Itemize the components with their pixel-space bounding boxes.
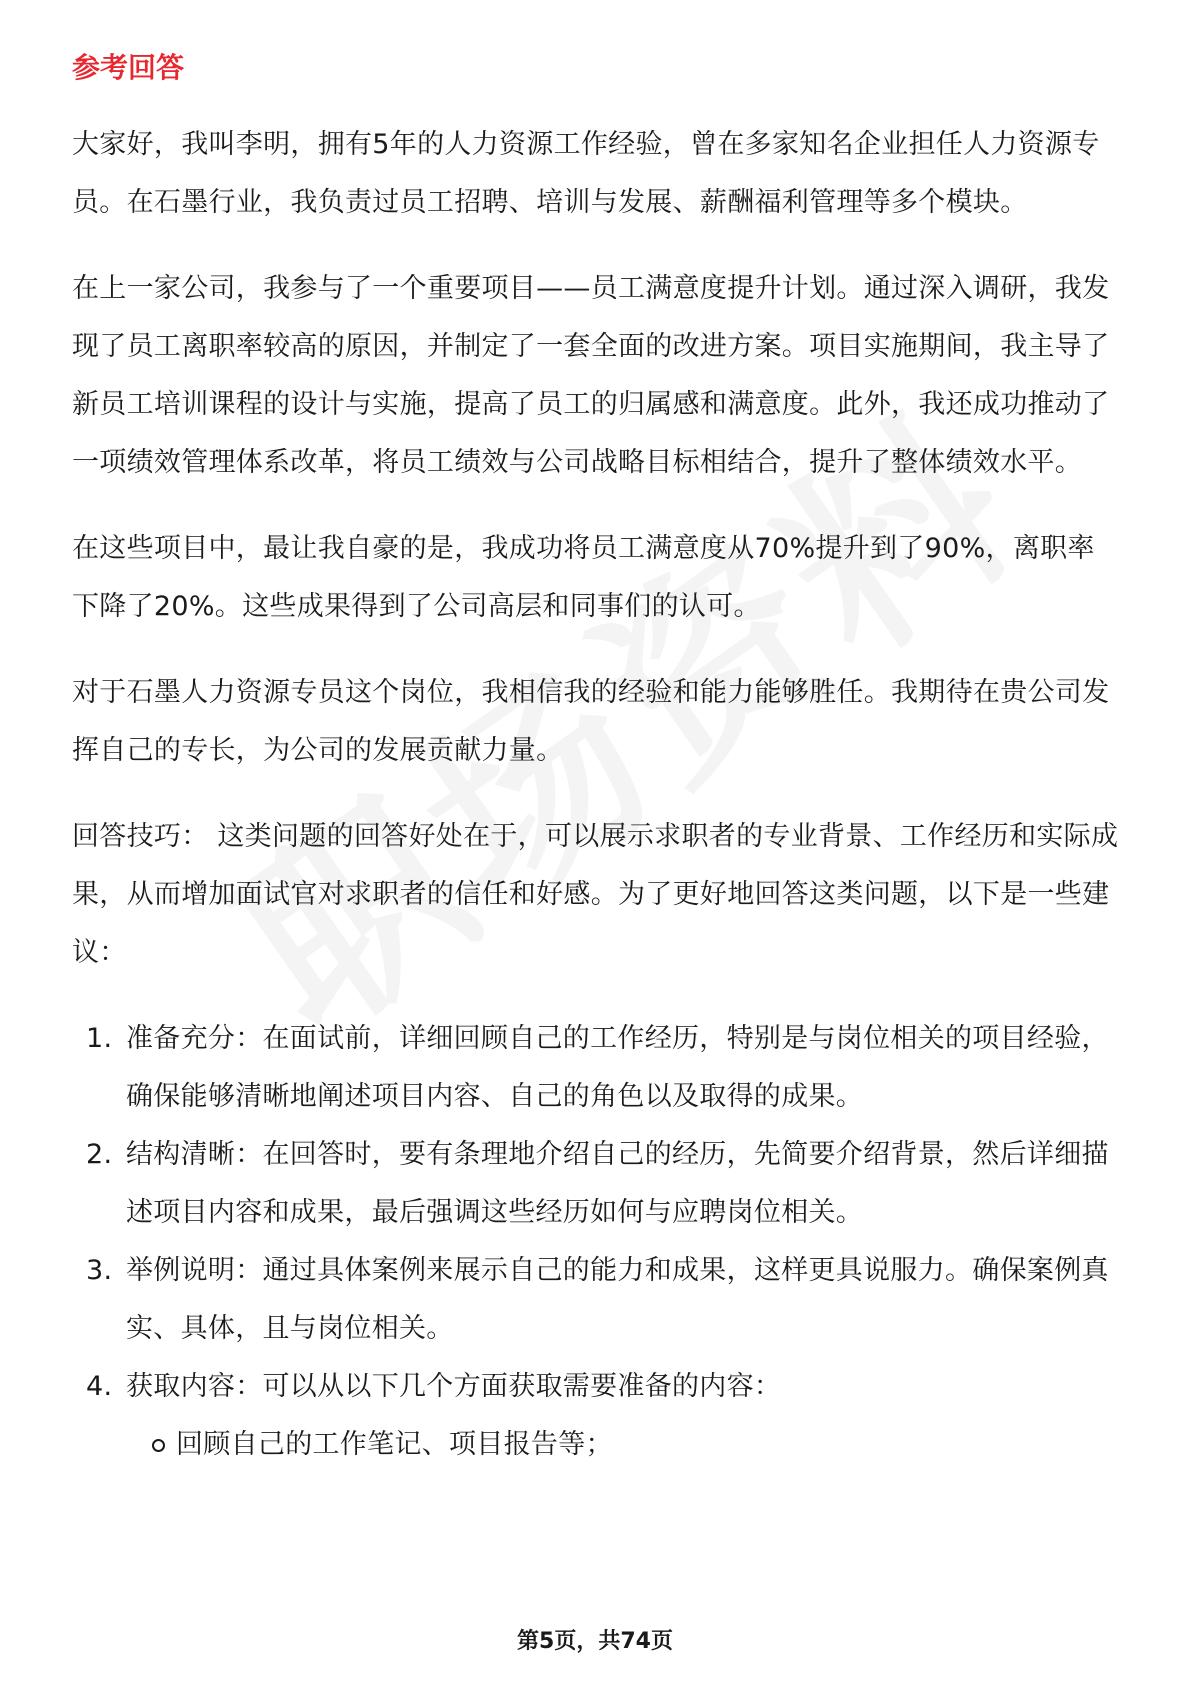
list-item	[72, 1126, 1122, 1242]
list-item-number: 2.	[86, 1139, 113, 1170]
list-item-text: 举例说明：通过具体案例来展示自己的能力和成果，这样更具说服力。确保案例真实、具体，且与岗位相关。	[126, 1255, 1109, 1344]
list-item-text: 结构清晰：在回答时，要有条理地介绍自己的经历，先简要介绍背景，然后详细描述项目内容和成果，最后强调这些经历如何与应聘岗位相关。	[126, 1139, 1109, 1228]
sub-list-item-text: 回顾自己的工作笔记、项目报告等；	[176, 1429, 613, 1460]
paragraph-conclusion: 对于石墨人力资源专员这个岗位，我相信我的经验和能力能够胜任。我期待在贵公司发挥自己的专长，为公司的发展贡献力量。	[72, 677, 1110, 766]
section-title: 参考回答	[72, 51, 185, 84]
list-item-text: 准备充分：在面试前，详细回顾自己的工作经历，特别是与岗位相关的项目经验，确保能够清晰地阐述项目内容、自己的角色以及取得的成果。	[126, 1023, 1109, 1112]
page-content	[72, 48, 1122, 1474]
list-item-number: 3.	[86, 1255, 113, 1286]
list-item	[72, 1358, 1122, 1474]
paragraph-achievement: 在这些项目中，最让我自豪的是，我成功将员工满意度从70%提升到了90%，离职率下降了20%。这些成果得到了公司高层和同事们的认可。	[72, 533, 1095, 622]
sub-list-item	[126, 1416, 1122, 1474]
list-item-text: 获取内容：可以从以下几个方面获取需要准备的内容：	[126, 1371, 782, 1402]
paragraph-project: 在上一家公司，我参与了一个重要项目——员工满意度提升计划。通过深入调研，我发现了员工离职率较高的原因，并制定了一套全面的改进方案。项目实施期间，我主导了新员工培训课程的设计与实施，提高了员工的归属感和满意度。此外，我还成功推动了一项绩效管理体系改革，将员工绩效与公司战略目标相结合，提升了整体绩效水平。	[72, 273, 1110, 478]
list-item	[72, 1242, 1122, 1358]
list-item	[72, 1010, 1122, 1126]
list-item-number: 1.	[86, 1023, 113, 1054]
list-item-number: 4.	[86, 1371, 113, 1402]
page-number: 第5页，共74页	[517, 1629, 673, 1654]
paragraph-intro: 大家好，我叫李明，拥有5年的人力资源工作经验，曾在多家知名企业担任人力资源专员。在石墨行业，我负责过员工招聘、培训与发展、薪酬福利管理等多个模块。	[72, 129, 1100, 218]
paragraph-tips-intro: 回答技巧： 这类问题的回答好处在于，可以展示求职者的专业背景、工作经历和实际成果，从而增加面试官对求职者的信任和好感。为了更好地回答这类问题，以下是一些建议：	[72, 821, 1119, 968]
tips-list	[72, 1010, 1122, 1474]
circle-bullet-icon	[152, 1439, 165, 1452]
sub-list	[126, 1416, 1122, 1474]
